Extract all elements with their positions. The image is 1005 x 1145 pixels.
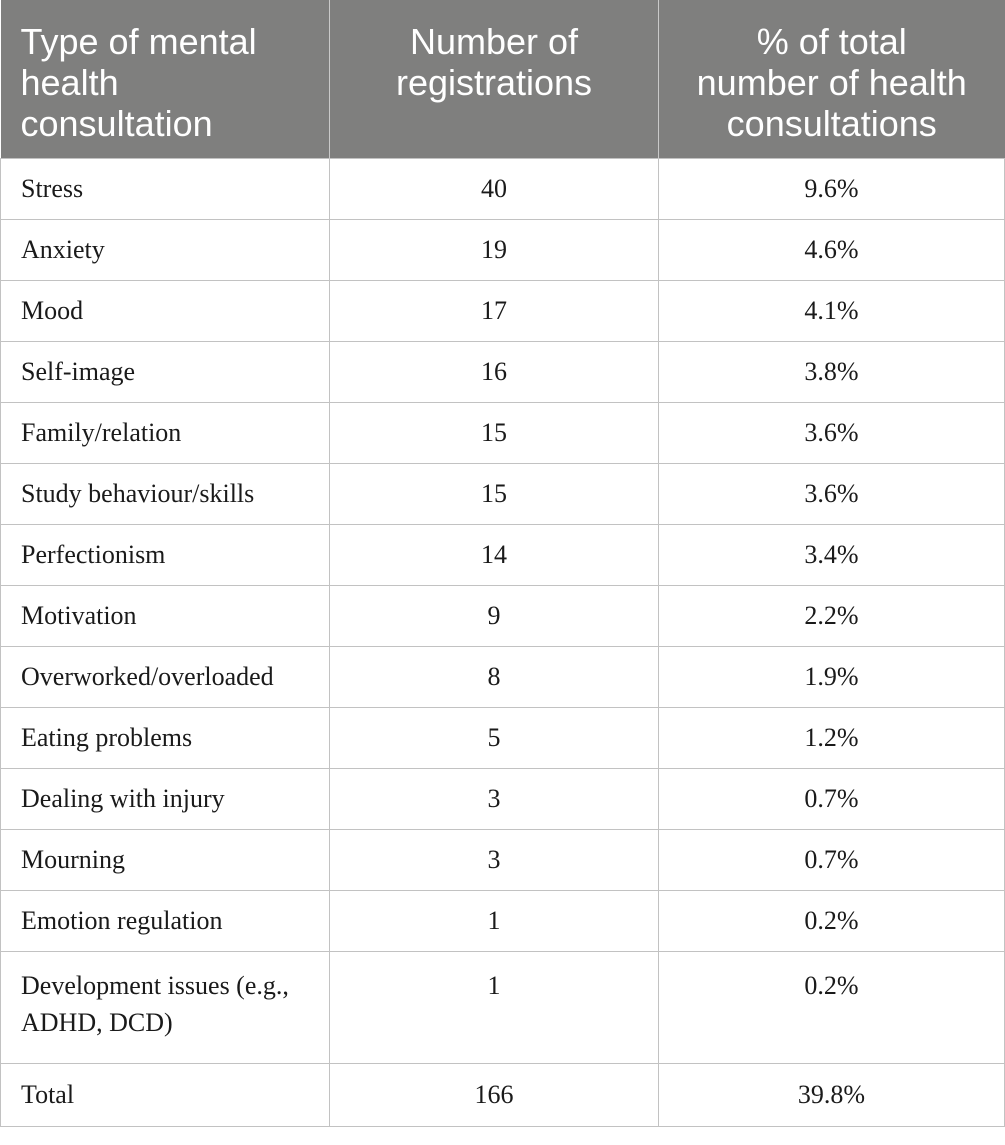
cell-type: Mood: [1, 281, 330, 342]
total-registrations: 166: [330, 1064, 659, 1127]
table-row: [1, 647, 1005, 708]
cell-registrations: 5: [330, 708, 659, 769]
table-row: [1, 525, 1005, 586]
cell-registrations: 15: [330, 464, 659, 525]
cell-percent: 3.8%: [659, 342, 1005, 403]
table-row: [1, 159, 1005, 220]
table-row: [1, 830, 1005, 891]
table-header: [1, 0, 1005, 159]
cell-type: Perfectionism: [1, 525, 330, 586]
table-row: [1, 586, 1005, 647]
cell-type: Family/relation: [1, 403, 330, 464]
table-row: [1, 891, 1005, 952]
cell-type: Emotion regulation: [1, 891, 330, 952]
cell-percent: 2.2%: [659, 586, 1005, 647]
cell-registrations: 19: [330, 220, 659, 281]
table-body: [1, 159, 1005, 1127]
cell-percent: 1.9%: [659, 647, 1005, 708]
cell-percent: 3.6%: [659, 464, 1005, 525]
header-type: Type of mental health consultation: [1, 0, 330, 159]
header-percent: % of total number of health consultations: [659, 0, 1005, 159]
cell-registrations: 9: [330, 586, 659, 647]
table-row: [1, 708, 1005, 769]
cell-registrations: 8: [330, 647, 659, 708]
cell-type: Stress: [1, 159, 330, 220]
cell-percent: 0.2%: [659, 891, 1005, 952]
total-label: Total: [1, 1064, 330, 1127]
cell-registrations: 16: [330, 342, 659, 403]
table-row: [1, 403, 1005, 464]
total-percent: 39.8%: [659, 1064, 1005, 1127]
cell-percent: 0.7%: [659, 830, 1005, 891]
table-row: [1, 342, 1005, 403]
cell-registrations: 1: [330, 952, 659, 1064]
cell-type: Anxiety: [1, 220, 330, 281]
table-row: [1, 952, 1005, 1064]
cell-type: Development issues (e.g., ADHD, DCD): [1, 952, 330, 1064]
cell-percent: 4.1%: [659, 281, 1005, 342]
table-row: [1, 220, 1005, 281]
cell-percent: 4.6%: [659, 220, 1005, 281]
cell-type: Overworked/overloaded: [1, 647, 330, 708]
cell-percent: 0.2%: [659, 952, 1005, 1064]
cell-percent: 3.4%: [659, 525, 1005, 586]
cell-type: Motivation: [1, 586, 330, 647]
table-row: [1, 464, 1005, 525]
cell-type: Eating problems: [1, 708, 330, 769]
cell-type: Study behaviour/skills: [1, 464, 330, 525]
cell-percent: 0.7%: [659, 769, 1005, 830]
cell-percent: 9.6%: [659, 159, 1005, 220]
total-row: [1, 1064, 1005, 1127]
cell-registrations: 3: [330, 830, 659, 891]
cell-percent: 3.6%: [659, 403, 1005, 464]
cell-percent: 1.2%: [659, 708, 1005, 769]
cell-registrations: 14: [330, 525, 659, 586]
table-row: [1, 281, 1005, 342]
cell-registrations: 40: [330, 159, 659, 220]
cell-registrations: 15: [330, 403, 659, 464]
cell-registrations: 1: [330, 891, 659, 952]
cell-registrations: 17: [330, 281, 659, 342]
cell-type: Mourning: [1, 830, 330, 891]
table-row: [1, 769, 1005, 830]
header-row: [1, 0, 1005, 159]
cell-type: Self-image: [1, 342, 330, 403]
cell-type: Dealing with injury: [1, 769, 330, 830]
header-registrations: Number of registrations: [330, 0, 659, 159]
cell-registrations: 3: [330, 769, 659, 830]
